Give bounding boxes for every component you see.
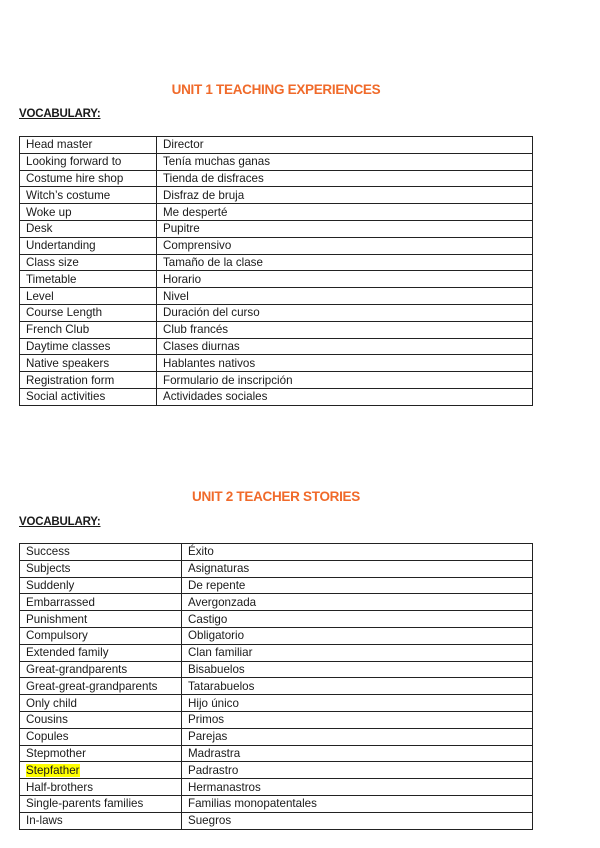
spanish-term: Asignaturas [182, 560, 533, 577]
table-row [20, 254, 533, 271]
table-row [20, 153, 533, 170]
table-row [20, 695, 533, 712]
english-term: Costume hire shop [20, 170, 157, 187]
spanish-term: Tatarabuelos [182, 678, 533, 695]
table-row [20, 321, 533, 338]
english-term: Witch’s costume [20, 187, 157, 204]
english-term: Stepmother [20, 745, 182, 762]
spanish-term: Bisabuelos [182, 661, 533, 678]
spanish-term: Parejas [182, 728, 533, 745]
highlighted-term: Stepfather [26, 763, 80, 777]
table-row [20, 711, 533, 728]
english-term: Level [20, 288, 157, 305]
table-row [20, 338, 533, 355]
table-row [20, 372, 533, 389]
table-row [20, 678, 533, 695]
english-term: Undertanding [20, 237, 157, 254]
spanish-term: Primos [182, 711, 533, 728]
spanish-term: Director [157, 137, 533, 154]
spanish-term: Tenía muchas ganas [157, 153, 533, 170]
english-term: Extended family [20, 644, 182, 661]
english-term: Compulsory [20, 627, 182, 644]
spanish-term: Disfraz de bruja [157, 187, 533, 204]
table-row [20, 220, 533, 237]
english-term: Head master [20, 137, 157, 154]
spanish-term: Éxito [182, 544, 533, 561]
english-term: Embarrassed [20, 594, 182, 611]
table-row [20, 204, 533, 221]
table-row [20, 745, 533, 762]
spanish-term: De repente [182, 577, 533, 594]
english-term: Desk [20, 220, 157, 237]
table-row [20, 187, 533, 204]
english-term: Suddenly [20, 577, 182, 594]
english-term: Registration form [20, 372, 157, 389]
table-row [20, 661, 533, 678]
spanish-term: Castigo [182, 611, 533, 628]
english-term: Course Length [20, 304, 157, 321]
english-term: In-laws [20, 812, 182, 829]
english-term: Punishment [20, 611, 182, 628]
table-row [20, 795, 533, 812]
unit2-vocabulary-label: VOCABULARY: [19, 516, 101, 528]
table-row [20, 288, 533, 305]
spanish-term: Actividades sociales [157, 388, 533, 405]
spanish-term: Tienda de disfraces [157, 170, 533, 187]
table-row [20, 304, 533, 321]
unit2-title: UNIT 2 TEACHER STORIES [192, 489, 360, 504]
table-row [20, 577, 533, 594]
spanish-term: Familias monopatentales [182, 795, 533, 812]
spanish-term: Hijo único [182, 695, 533, 712]
table-row [20, 627, 533, 644]
spanish-term: Hablantes nativos [157, 355, 533, 372]
english-term: Subjects [20, 560, 182, 577]
table-row [20, 137, 533, 154]
table-row [20, 762, 533, 779]
english-term: Looking forward to [20, 153, 157, 170]
spanish-term: Clases diurnas [157, 338, 533, 355]
english-term: Native speakers [20, 355, 157, 372]
table-row [20, 355, 533, 372]
english-term: Woke up [20, 204, 157, 221]
spanish-term: Duración del curso [157, 304, 533, 321]
unit2-vocabulary-table [19, 543, 533, 830]
spanish-term: Avergonzada [182, 594, 533, 611]
spanish-term: Comprensivo [157, 237, 533, 254]
spanish-term: Me desperté [157, 204, 533, 221]
table-row [20, 644, 533, 661]
spanish-term: Club francés [157, 321, 533, 338]
english-term: French Club [20, 321, 157, 338]
english-term: Timetable [20, 271, 157, 288]
table-row [20, 544, 533, 561]
english-term: Single-parents families [20, 795, 182, 812]
spanish-term: Horario [157, 271, 533, 288]
spanish-term: Clan familiar [182, 644, 533, 661]
english-term: Class size [20, 254, 157, 271]
table-row [20, 271, 533, 288]
table-row [20, 170, 533, 187]
spanish-term: Formulario de inscripción [157, 372, 533, 389]
table-row [20, 779, 533, 796]
spanish-term: Madrastra [182, 745, 533, 762]
english-term: Only child [20, 695, 182, 712]
english-term: Social activities [20, 388, 157, 405]
english-term: Great-grandparents [20, 661, 182, 678]
english-term: Half-brothers [20, 779, 182, 796]
spanish-term: Tamaño de la clase [157, 254, 533, 271]
english-term: Cousins [20, 711, 182, 728]
spanish-term: Suegros [182, 812, 533, 829]
spanish-term: Hermanastros [182, 779, 533, 796]
table-row [20, 611, 533, 628]
english-term: Copules [20, 728, 182, 745]
unit1-vocabulary-label: VOCABULARY: [19, 108, 101, 120]
english-term: Success [20, 544, 182, 561]
english-term-highlighted [20, 762, 182, 779]
english-term: Daytime classes [20, 338, 157, 355]
spanish-term: Nivel [157, 288, 533, 305]
table-row [20, 812, 533, 829]
spanish-term: Obligatorio [182, 627, 533, 644]
table-row [20, 388, 533, 405]
table-row [20, 237, 533, 254]
table-row [20, 594, 533, 611]
unit1-vocabulary-table [19, 136, 533, 406]
spanish-term: Pupitre [157, 220, 533, 237]
table-row [20, 560, 533, 577]
english-term: Great-great-grandparents [20, 678, 182, 695]
table-row [20, 728, 533, 745]
unit1-title: UNIT 1 TEACHING EXPERIENCES [171, 82, 381, 97]
spanish-term: Padrastro [182, 762, 533, 779]
